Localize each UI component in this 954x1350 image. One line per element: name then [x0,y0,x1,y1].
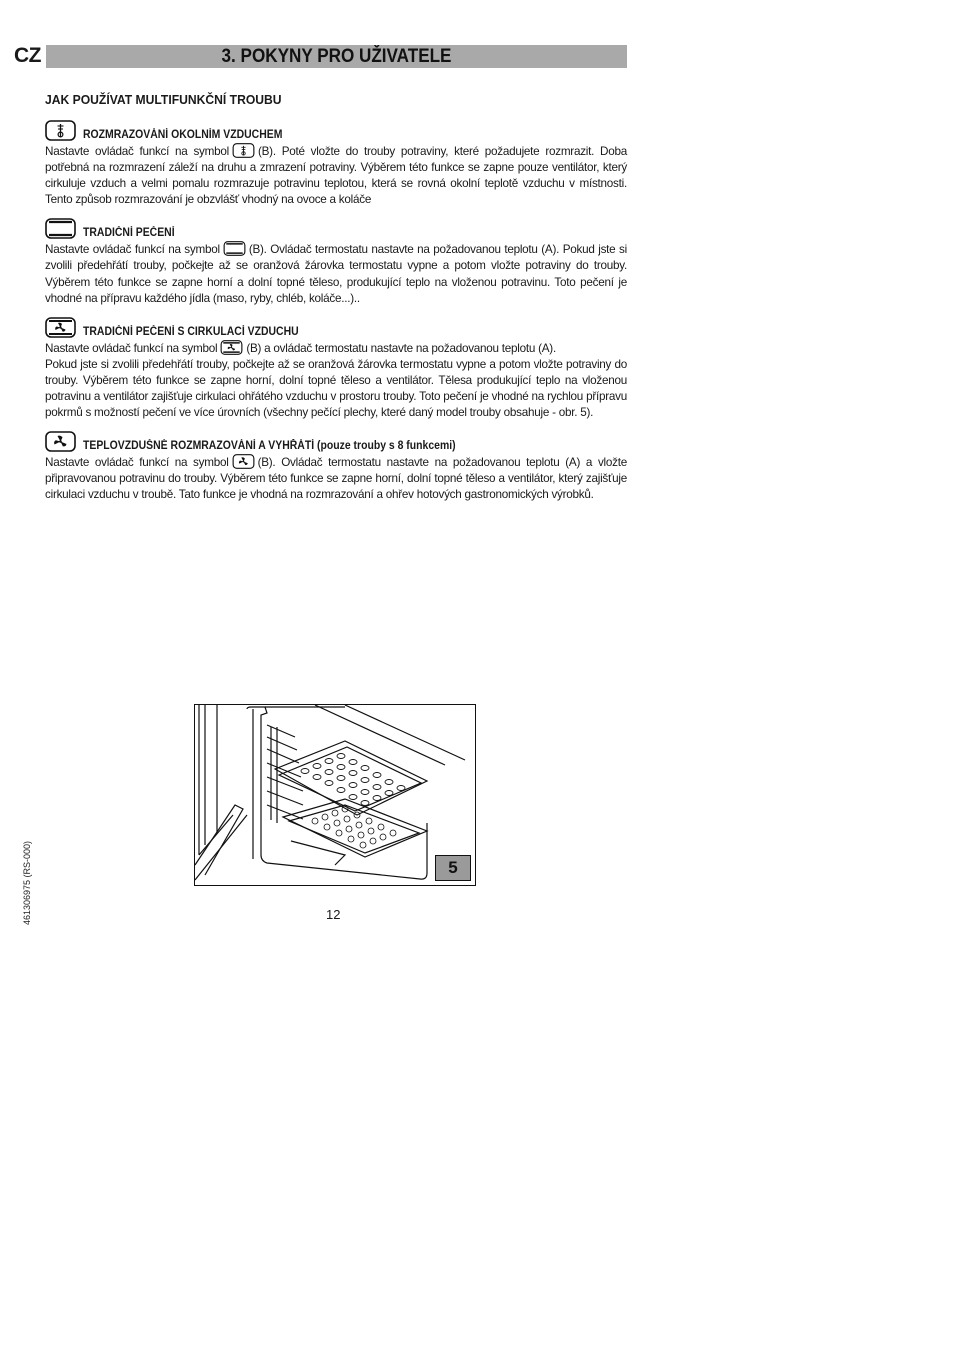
paragraph-text: Nastavte ovládač funkcí na symbol [45,145,229,158]
paragraph [45,143,627,208]
section-body [45,143,627,208]
section-title: TRADIČNÍ PEČENÍ S CIRKULACÍ VZDUCHU [83,324,299,338]
oven-illustration-figure [194,704,476,886]
paragraph-text: (B). Ovládač termostatu nastavte na požadovanou teplotu (A) a vložte připravovanou potravinu do trouby. Výběrem této funkce se zapne horní, dolní topné těleso a ventilátor, který zajišťuje cirkulaci vzduchu v troubě. Tato funkce je vhodná na rozmrazování a ohřev hotových gastronomických výrobků. [45,456,627,502]
section-title: ROZMRAZOVÁNÍ OKOLNÍM VZDUCHEM [83,128,283,141]
figure-number: 5 [435,855,471,881]
section-body [45,241,627,306]
paragraph [45,454,627,503]
document-code: 461306975 (RS-000) [22,840,32,925]
fan-defrost-icon [45,431,76,452]
paragraph [45,340,627,357]
section-title-main: TEPLOVZDUŠNÉ ROZMRAZOVÁNÍ A VYHŘÁTÍ [83,439,315,453]
conventional-oven-icon [45,218,76,239]
defrost-icon [45,120,76,141]
fan-oven-icon [45,317,76,338]
chapter-header-bar [46,45,627,68]
fan-defrost-icon [232,454,255,469]
paragraph: Pokud jste si zvolili předehřátí trouby, počkejte až se oranžová žárovka termostatu vypne a potom vložte potraviny do trouby. Výběrem této funkce se zapne horní, dolní topné těleso a ventilátor. Tělesa produkující teplo na vloženou potravinu a ventilátor zajišťuje cirkulaci ohřátého vzduchu v prostoru trouby. Toto pečení je vhodné na rychlou přípravu pokrmů s možností pečení ve více úrovních (všechny pečící plechy, které daný model trouby obsahuje - obr. 5). [45,357,627,420]
paragraph-text: Nastavte ovládač funkcí na symbol [45,341,218,355]
section-body [45,340,627,421]
page-number: 12 [326,907,341,922]
paragraph-text: (B) a ovládač termostatu nastavte na požadovanou teplotu (A). [246,341,556,355]
section-header [45,119,627,141]
language-code: CZ [14,44,41,67]
content-area [45,92,627,513]
section-title [83,440,456,452]
paragraph-text: Nastavte ovládač funkcí na symbol [45,456,229,470]
section-conventional [45,217,627,306]
section-defrost [45,119,627,208]
conventional-oven-icon [223,241,246,256]
oven-interior-drawing [195,705,475,885]
main-heading: JAK POUŽÍVAT MULTIFUNKČNÍ TROUBU [45,92,282,107]
paragraph-text: (B). Poté vložte do trouby potraviny, které požadujete rozmrazit. Doba potřebná na rozmrazení záleží na druhu a zmrazení potraviny. Výběrem této funkce se zapne pouze ventilátor, který cirkuluje vzduch a velmi pomalu rozmrazuje potravinu teplotou, která se rovná okolní teplotě vzduchu v místnosti. Tento způsob rozmrazování je obzvlášť vhodný na ovoce a koláče [45,145,627,207]
fan-oven-icon [220,340,243,355]
section-fan-defrost [45,430,627,503]
section-fan-oven [45,316,627,421]
defrost-icon [232,143,255,158]
section-header [45,217,627,239]
section-header [45,316,627,338]
section-title-note: (pouze trouby s 8 funkcemi) [317,439,456,453]
paragraph-text: Nastavte ovládač funkcí na symbol [45,243,220,257]
paragraph-text: (B). Ovládač termostatu nastavte na požadovanou teplotu (A). Pokud jste si zvolili předehřátí trouby, počkejte až se oranžová žárovka termostatu vypne a potom vložte potraviny do trouby. Výběrem této funkce se zapne horní a dolní topné těleso, produkující teplo na vloženou potravinu. Toto pečení je vhodné na přípravu každého jídla (maso, ryby, chléb, koláče...).. [45,243,627,305]
section-header [45,430,627,452]
section-body [45,454,627,503]
paragraph [45,241,627,306]
section-title: TRADIČNÍ PEČENÍ [83,226,175,240]
chapter-title: 3. POKYNY PRO UŽIVATELE [221,46,452,67]
